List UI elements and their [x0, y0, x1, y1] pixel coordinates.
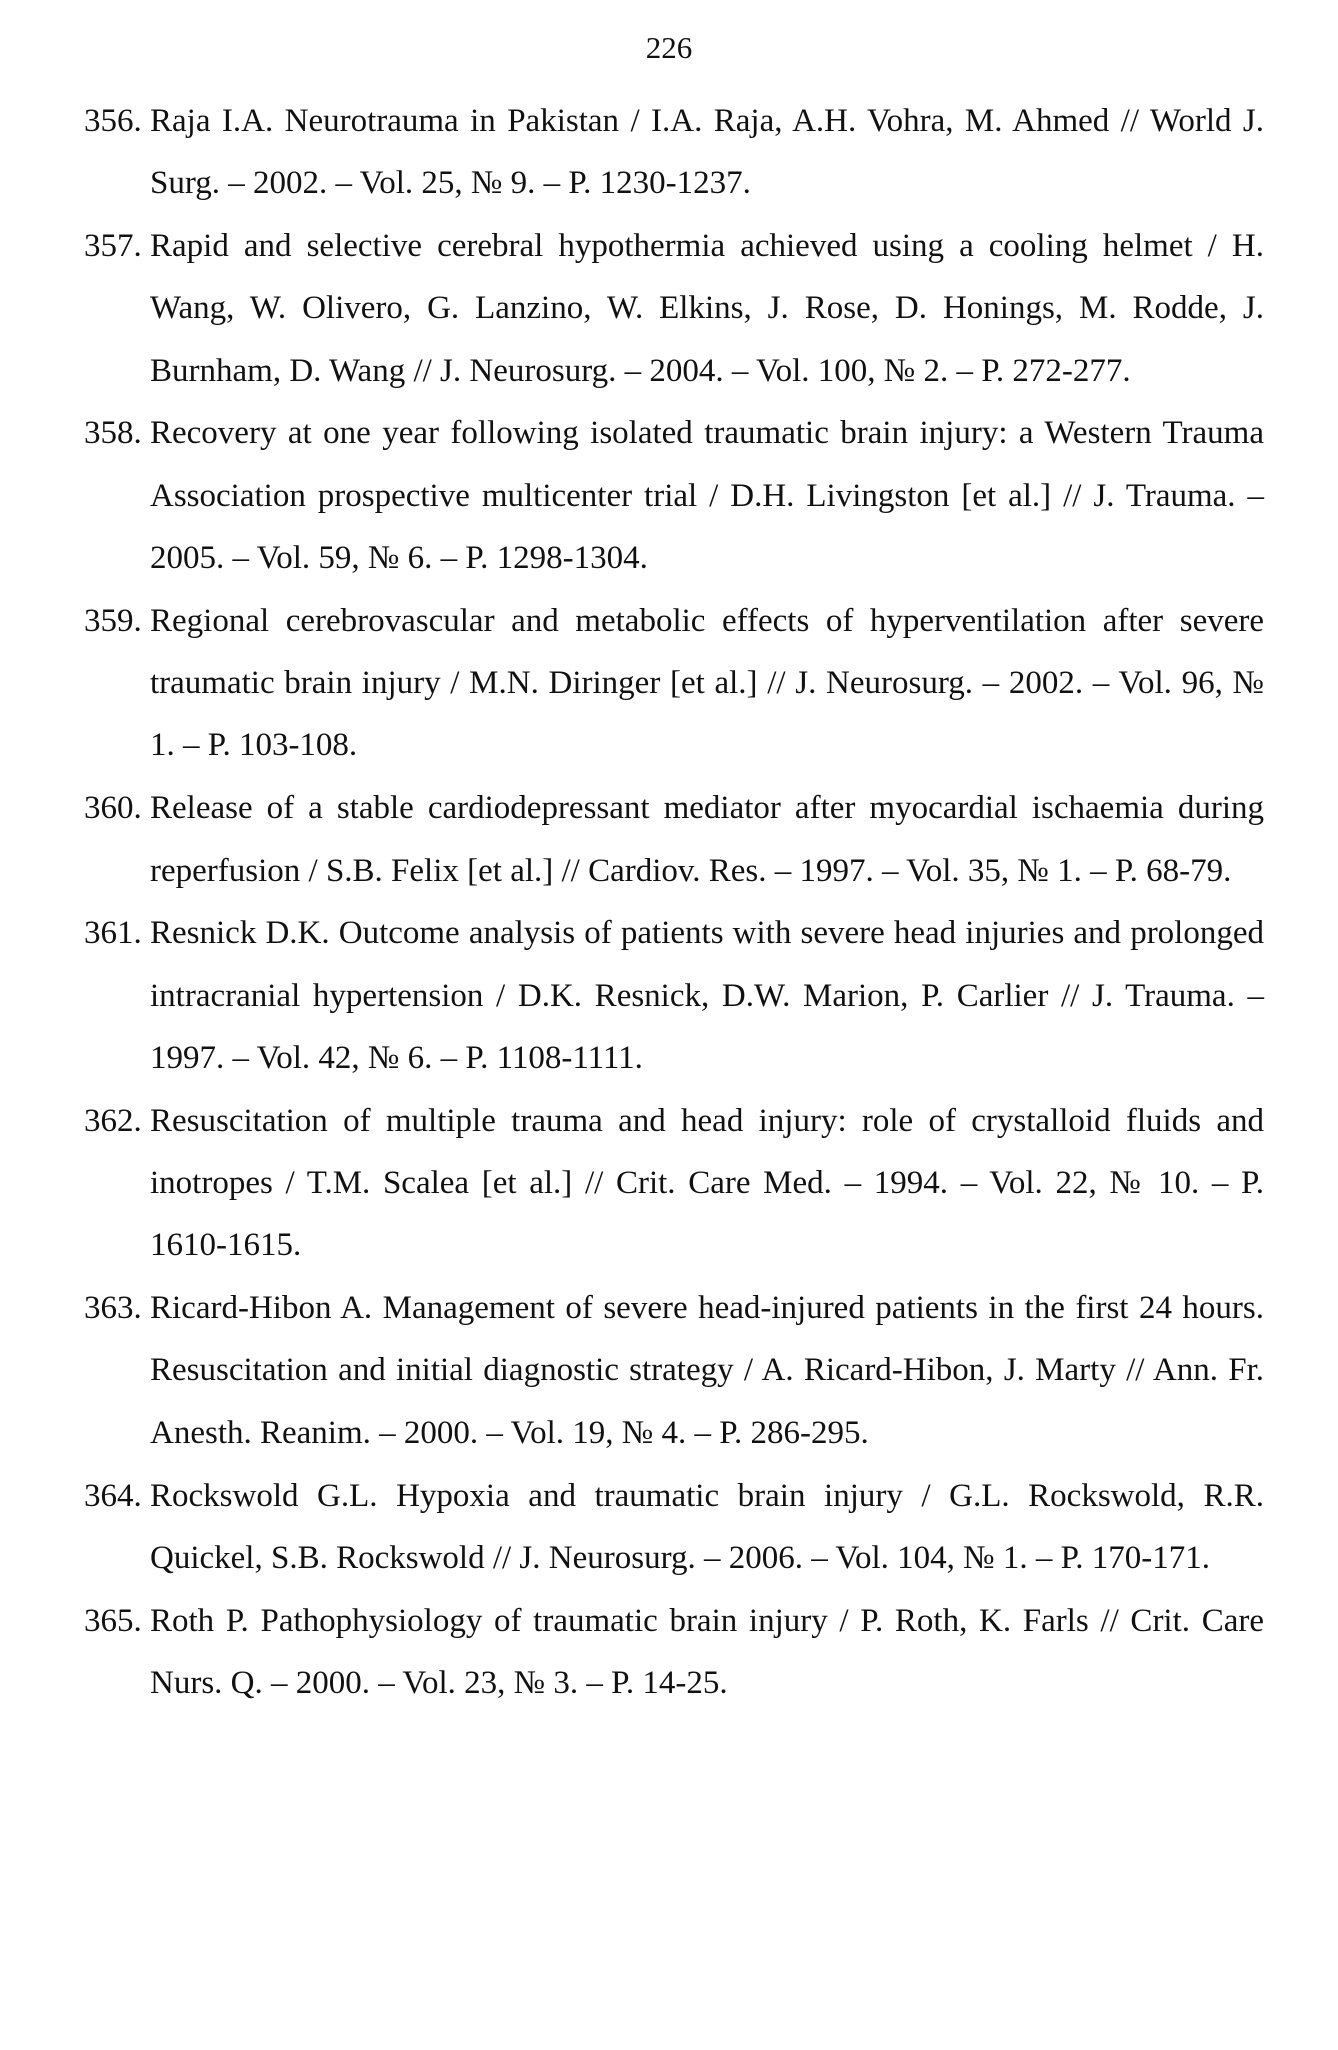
reference-number: 356. — [84, 103, 142, 139]
reference-number: 359. — [84, 602, 142, 639]
reference-item — [84, 90, 1264, 215]
page-number: 226 — [645, 30, 693, 65]
reference-text: Rapid and selective cerebral hypothermia achieved using a cooling helmet / H. Wang, W. Olivero, G. Lanzino, W. Elkins, J. Rose, D. Honings, M. Rodde, J. Burnham, D. Wang // J. Neurosurg. – 2004. – Vol. 100, № 2. – P. 272-277. — [150, 228, 1264, 389]
reference-text: Ricard-Hibon A. Management of severe head-injured patients in the first 24 hours. Resuscitation and initial diagnostic strategy / A. Ricard-Hibon, J. Marty // Ann. Fr. Anesth. Reanim. – 2000. – Vol. 19, № 4. – P. 286-295. — [150, 1290, 1264, 1451]
reference-text: Roth P. Pathophysiology of traumatic brain injury / P. Roth, K. Farls // Crit. Care Nurs. Q. – 2000. – Vol. 23, № 3. – P. 14-25. — [150, 1602, 1264, 1701]
reference-number: 360. — [84, 790, 142, 827]
reference-text: Recovery at one year following isolated traumatic brain injury: a Western Trauma Association prospective multicenter trial / D.H. Livingston [et al.] // J. Trauma. – 2005. – Vol. 59, № 6. – P. 1298-1304. — [150, 415, 1264, 577]
reference-item — [84, 1277, 1264, 1464]
reference-number: 361. — [84, 915, 142, 952]
reference-text: Release of a stable cardiodepressant mediator after myocardial ischaemia during reperfusion / S.B. Felix [et al.] // Cardiov. Res. – 1997. – Vol. 35, № 1. – P. 68-79. — [150, 790, 1264, 889]
reference-text: Rockswold G.L. Hypoxia and traumatic brain injury / G.L. Rockswold, R.R. Quickel, S.B. Rockswold // J. Neurosurg. – 2006. – Vol. 104, № 1. – P. 170-171. — [150, 1477, 1264, 1576]
reference-text: Resuscitation of multiple trauma and head injury: role of crystalloid fluids and inotropes / T.M. Scalea [et al.] // Crit. Care Med. – 1994. – Vol. 22, № 10. – P. 1610-1615. — [150, 1102, 1264, 1264]
reference-number: 363. — [84, 1290, 142, 1327]
reference-number: 357. — [84, 228, 142, 265]
reference-item — [84, 215, 1264, 402]
reference-item — [84, 590, 1264, 777]
reference-item — [84, 1465, 1264, 1590]
reference-number: 364. — [84, 1477, 142, 1514]
reference-item — [84, 1090, 1264, 1277]
reference-item — [84, 902, 1264, 1089]
reference-item — [84, 777, 1264, 902]
reference-number: 362. — [84, 1102, 142, 1139]
reference-number: 365. — [84, 1602, 142, 1639]
reference-text: Regional cerebrovascular and metabolic effects of hyperventilation after severe traumatic brain injury / M.N. Diringer [et al.] // J. Neurosurg. – 2002. – Vol. 96, № 1. – P. 103-108. — [150, 602, 1264, 764]
reference-list — [84, 90, 1264, 1715]
reference-text: Raja I.A. Neurotrauma in Pakistan / I.A. Raja, A.H. Vohra, M. Ahmed // World J. Surg. – 2002. – Vol. 25, № 9. – P. 1230-1237. — [150, 103, 1264, 202]
reference-number: 358. — [84, 415, 142, 452]
reference-item — [84, 1590, 1264, 1715]
reference-item — [84, 402, 1264, 589]
reference-text: Resnick D.K. Outcome analysis of patients with severe head injuries and prolonged intracranial hypertension / D.K. Resnick, D.W. Marion, P. Carlier // J. Trauma. – 1997. – Vol. 42, № 6. – P. 1108-1111. — [150, 915, 1264, 1076]
